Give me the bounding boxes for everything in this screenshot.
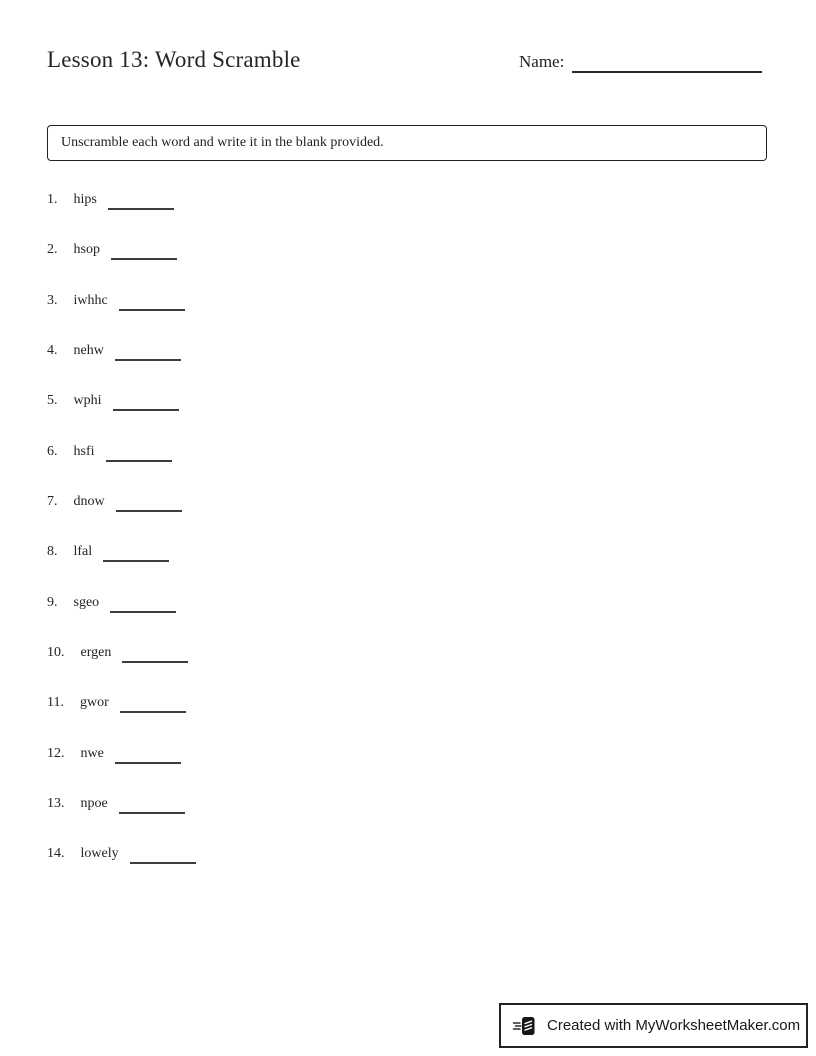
answer-blank-line	[108, 208, 174, 210]
list-item	[47, 595, 196, 645]
scrambled-word: hips	[73, 192, 97, 207]
item-number: 3.	[47, 292, 58, 308]
answer-blank-line	[103, 560, 169, 562]
scrambled-word: lfal	[73, 544, 93, 560]
credit-badge	[499, 1003, 808, 1048]
answer-blank-line	[115, 762, 181, 764]
scrambled-word: lowely	[80, 846, 119, 862]
scrambled-word: dnow	[73, 494, 105, 510]
scrambled-word: ergen	[80, 645, 112, 661]
list-item	[47, 796, 196, 846]
flying-worksheet-icon	[512, 1013, 538, 1039]
name-label: Name:	[519, 52, 565, 71]
scrambled-word: hsop	[73, 242, 100, 258]
answer-blank-line	[115, 359, 181, 361]
item-number: 1.	[47, 192, 58, 207]
list-item	[47, 746, 196, 796]
answer-blank-line	[116, 510, 182, 512]
scrambled-word: npoe	[80, 796, 108, 812]
credit-text: Created with MyWorksheetMaker.com	[547, 1017, 801, 1034]
scrambled-word: iwhhc	[73, 292, 108, 308]
item-number: 9.	[47, 594, 58, 610]
answer-blank-line	[119, 812, 185, 814]
item-number: 2.	[47, 242, 58, 258]
instructions-box	[47, 125, 767, 161]
list-item	[47, 343, 196, 393]
item-number: 4.	[47, 343, 58, 359]
list-item	[47, 645, 196, 695]
item-number: 14.	[47, 846, 65, 862]
list-item	[47, 444, 196, 494]
name-blank-line	[572, 71, 762, 73]
answer-blank-line	[111, 258, 177, 260]
list-item	[47, 846, 196, 896]
item-number: 7.	[47, 494, 58, 510]
scramble-list	[47, 192, 196, 897]
answer-blank-line	[119, 309, 185, 311]
answer-blank-line	[106, 460, 172, 462]
item-number: 8.	[47, 544, 58, 560]
list-item	[47, 192, 196, 242]
scrambled-word: hsfi	[73, 443, 95, 459]
list-item	[47, 695, 196, 745]
answer-blank-line	[110, 611, 176, 613]
item-number: 13.	[47, 796, 65, 812]
answer-blank-line	[120, 711, 186, 713]
list-item	[47, 293, 196, 343]
instructions-text: Unscramble each word and write it in the blank provided.	[61, 135, 384, 150]
name-block	[519, 52, 762, 73]
item-number: 11.	[47, 695, 64, 711]
list-item	[47, 494, 196, 544]
scrambled-word: sgeo	[73, 594, 100, 610]
item-number: 12.	[47, 745, 65, 761]
page-title: Lesson 13: Word Scramble	[47, 47, 301, 72]
item-number: 10.	[47, 645, 65, 661]
answer-blank-line	[113, 409, 179, 411]
answer-blank-line	[130, 862, 196, 864]
list-item	[47, 544, 196, 594]
scrambled-word: wphi	[73, 393, 102, 409]
scrambled-word: gwor	[79, 695, 109, 711]
answer-blank-line	[122, 661, 188, 663]
scrambled-word: nehw	[73, 343, 104, 359]
item-number: 5.	[47, 393, 58, 409]
list-item	[47, 393, 196, 443]
item-number: 6.	[47, 443, 58, 459]
scrambled-word: nwe	[80, 745, 104, 761]
list-item	[47, 242, 196, 292]
